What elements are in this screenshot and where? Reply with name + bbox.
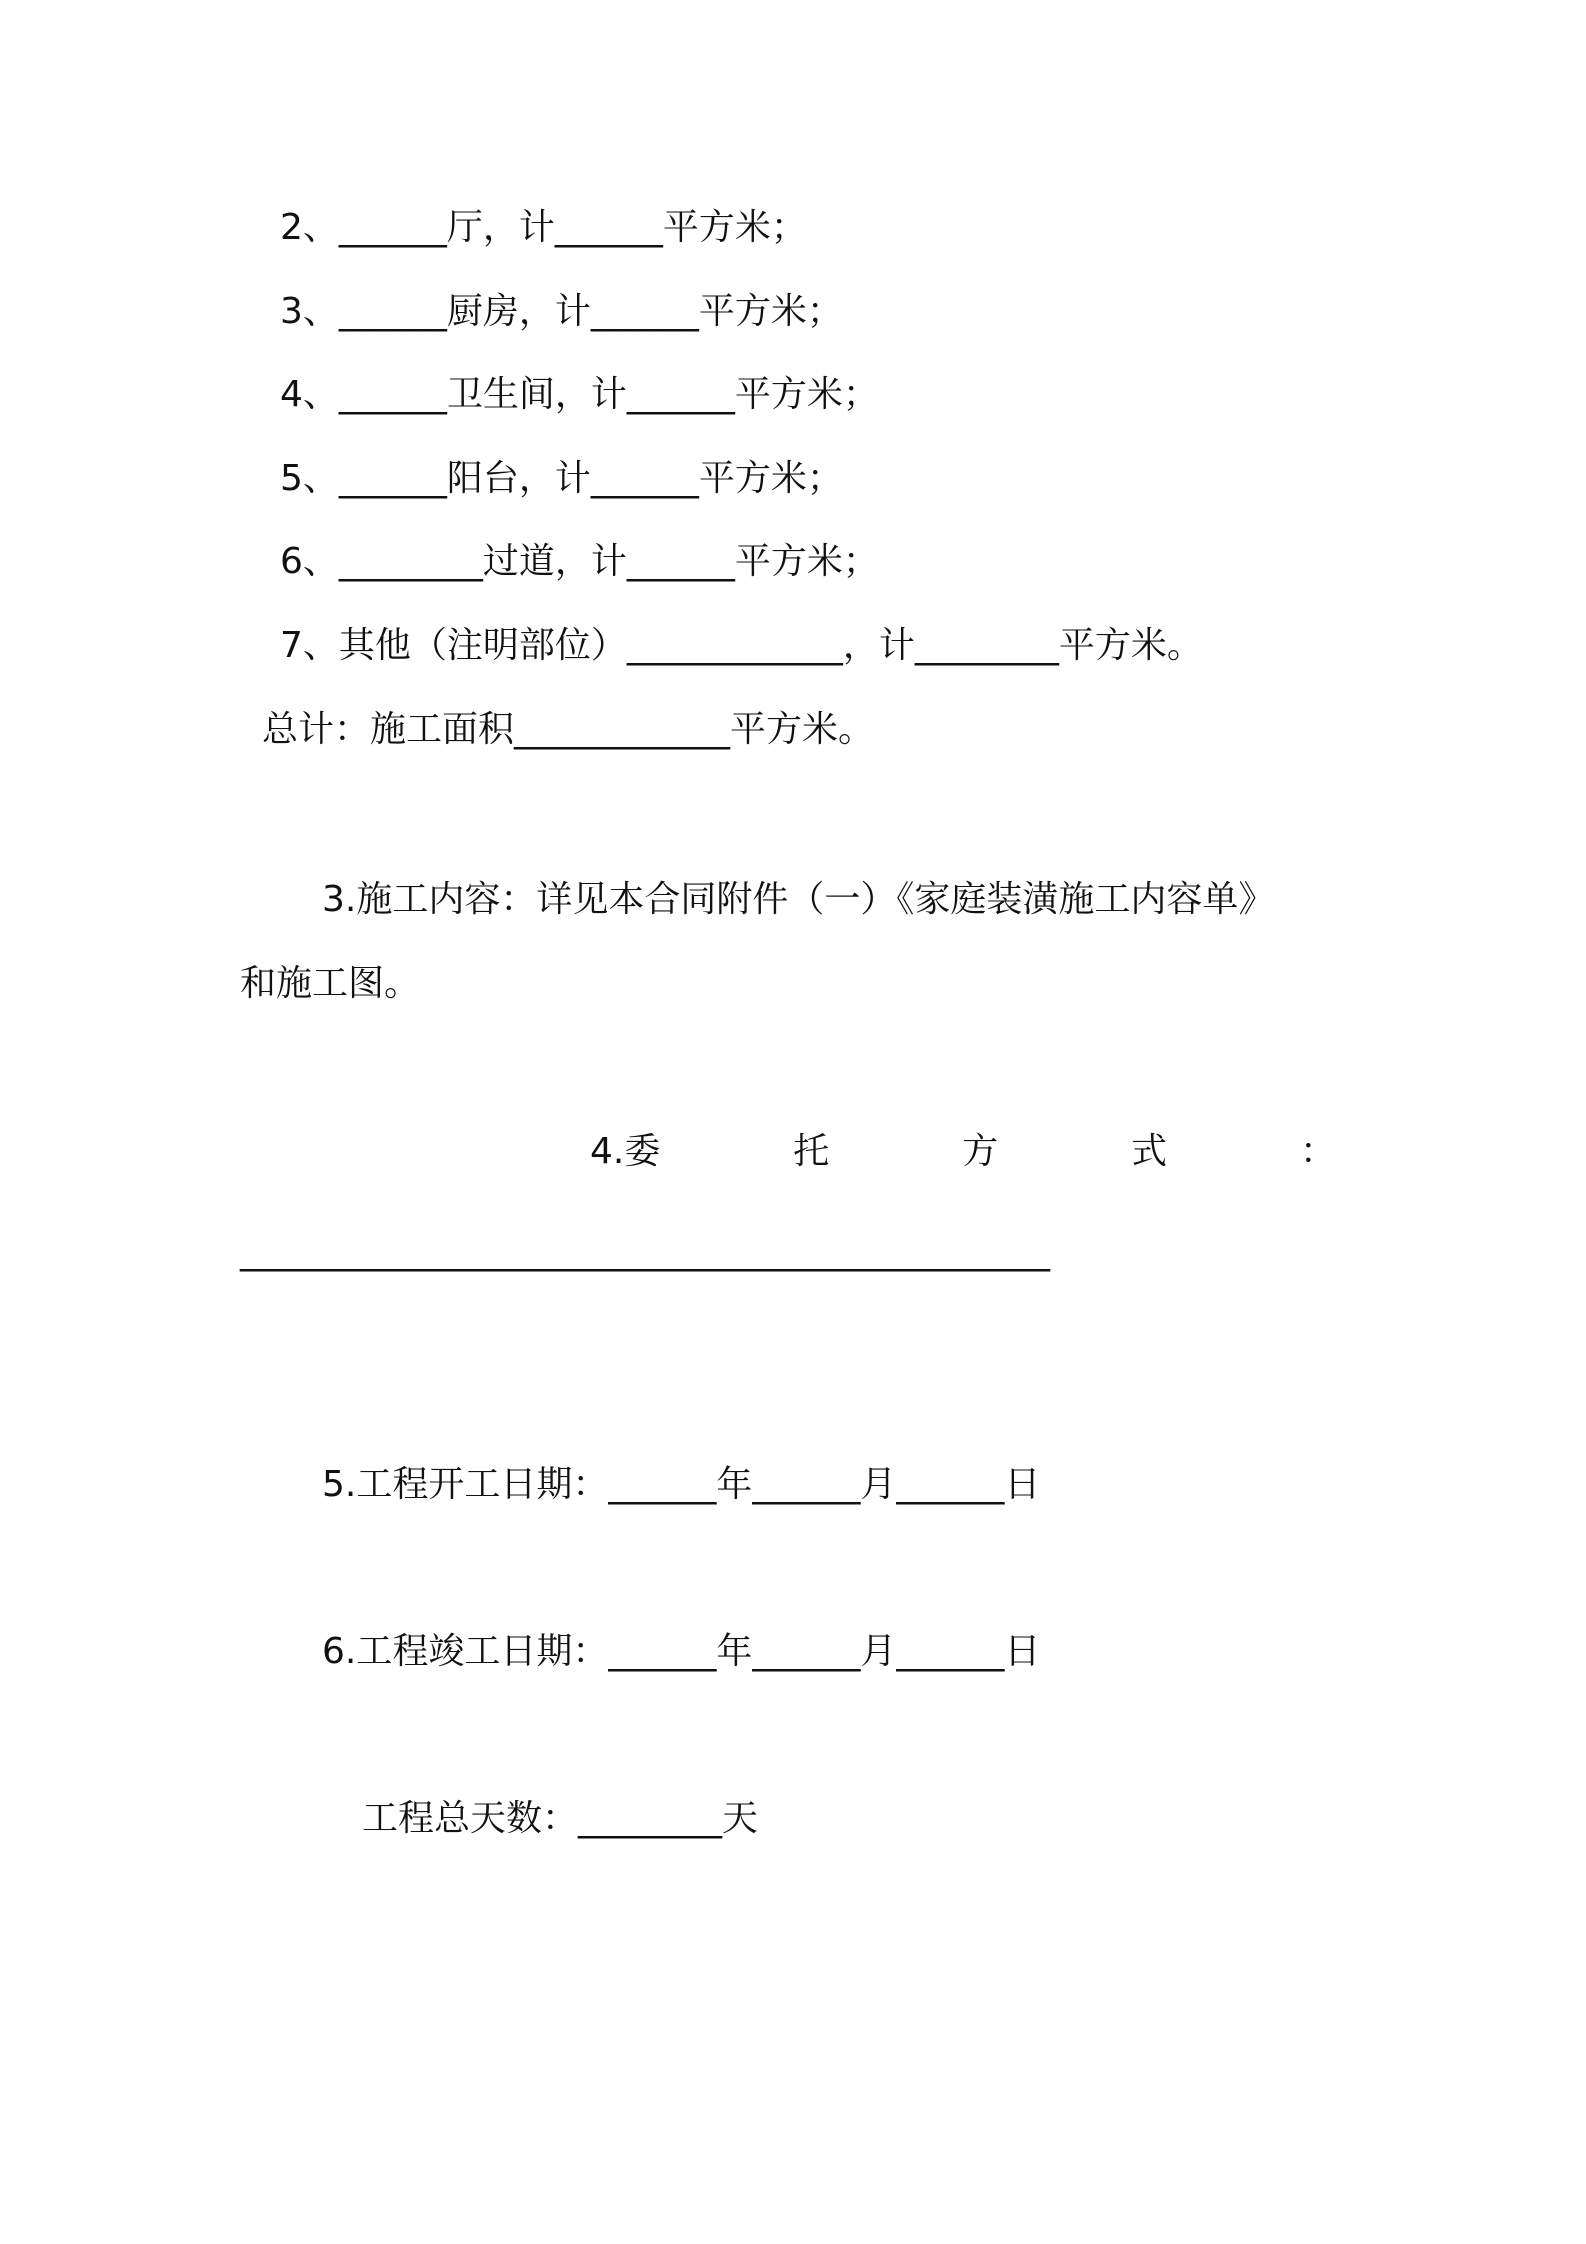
commission-method-part: 4.委 — [590, 1131, 661, 1172]
construction-content-line-2: 和施工图。 — [240, 963, 421, 1004]
commission-method-part: 托 — [793, 1131, 830, 1172]
total-area-line: 总计：施工面积____________平方米。 — [262, 709, 875, 750]
commission-method-part: 方 — [962, 1131, 999, 1172]
total-days-line: 工程总天数：________天 — [362, 1798, 759, 1839]
start-date-line: 5.工程开工日期：______年______月______日 — [322, 1464, 1041, 1505]
construction-content-line-1: 3.施工内容：详见本合同附件（一）《家庭装潢施工内容单》 — [322, 879, 1275, 920]
area-item-other: 7、其他（注明部位）____________，计________平方米。 — [280, 625, 1203, 666]
area-item-living-room: 2、______厅，计______平方米； — [280, 207, 807, 248]
commission-method-part: ： — [1299, 1131, 1336, 1172]
area-item-hallway: 6、________过道，计______平方米； — [280, 541, 879, 582]
area-item-kitchen: 3、______厨房，计______平方米； — [280, 291, 843, 332]
area-item-balcony: 5、______阳台，计______平方米； — [280, 458, 843, 499]
commission-method-part: 式 — [1131, 1131, 1168, 1172]
completion-date-line: 6.工程竣工日期：______年______月______日 — [322, 1631, 1041, 1672]
commission-method-label — [590, 1128, 1336, 1176]
commission-method-blank: _____________________________________________ — [240, 1231, 1050, 1272]
area-item-bathroom: 4、______卫生间，计______平方米； — [280, 374, 879, 415]
